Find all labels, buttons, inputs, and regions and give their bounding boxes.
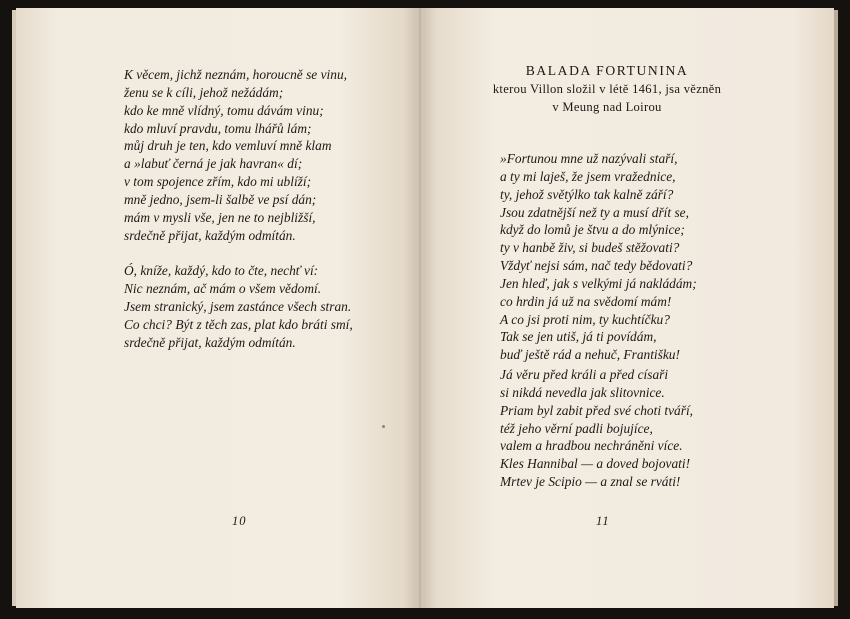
verse-line: Mrtev je Scipio — a znal se rváti!	[500, 474, 681, 490]
poem-subtitle	[470, 81, 744, 116]
verse-line: A co jsi proti nim, ty kuchtíčku?	[500, 311, 670, 327]
verse-line: Kles Hannibal — a doved bojovati!	[500, 456, 691, 472]
verse-line: Jsou zdatnější než ty a musí dřít se,	[500, 204, 689, 220]
verse-line: Vždyť nejsi sám, nač tedy bědovati?	[500, 258, 693, 274]
verse-line: ty, jehož světýlko tak kalně září?	[500, 186, 674, 202]
envoi-line: Ó, kníže, každý, kdo to čte, nechť ví:	[124, 263, 319, 279]
verse-line: »Fortunou mne už nazývali staří,	[500, 151, 678, 166]
verse-line: valem a hradbou nechráněni více.	[500, 438, 683, 454]
verse-line: Jen hleď, jak s velkými já nakládám;	[500, 275, 697, 291]
verse-line: si nikdá nevedla jak slitovnice.	[500, 384, 665, 400]
book-gutter	[417, 8, 423, 608]
verse-line: a »labuť černá je jak havran« dí;	[124, 156, 303, 172]
verse-line: a ty mi laješ, že jsem vražednice,	[500, 168, 676, 184]
verse-line: kdo mluví pravdu, tomu lhářů lám;	[124, 120, 312, 136]
verse-line: když do lomů je štvu a do mlýnice;	[500, 222, 685, 238]
verse-line: v tom spojence zřím, kdo mi ublíží;	[124, 174, 312, 190]
left-page-verse	[124, 66, 353, 352]
verse-line: srdečně přijat, každým odmítán.	[124, 227, 296, 243]
verse-line: Já věru před králi a před císaři	[500, 367, 669, 382]
page-number-right: 11	[596, 514, 610, 528]
verse-line: ženu se k cíli, jehož nežádám;	[124, 84, 284, 100]
right-page-stanza-1	[500, 150, 697, 364]
subtitle-line: kterou Villon složil v létě 1461, jsa vězněn	[492, 82, 722, 96]
page-number-left: 10	[232, 514, 247, 528]
verse-line: ty v hanbě živ, si budeš stěžovati?	[500, 240, 680, 256]
verse-line: K věcem, jichž neznám, horoucně se vinu,	[124, 67, 347, 82]
stanza-gap	[124, 244, 353, 262]
envoi-line: srdečně přijat, každým odmítán.	[124, 334, 296, 350]
poem-title: BALADA FORTUNINA	[525, 63, 689, 78]
verse-line: mám v mysli vše, jen ne to nejbližší,	[124, 209, 316, 225]
verse-line: též jeho věrní padli bojujíce,	[500, 420, 653, 436]
verse-line: Priam byl zabit před své choti tváří,	[500, 402, 694, 418]
verse-line: Tak se jen utiš, já ti povídám,	[500, 329, 657, 345]
verse-line: co hrdin já už na svědomí mám!	[500, 293, 672, 309]
subtitle-line: v Meung nad Loirou	[552, 99, 662, 114]
verse-line: buď ještě rád a nehuč, Františku!	[500, 347, 680, 363]
paper-speck	[382, 425, 385, 428]
right-page-edges	[834, 10, 838, 606]
verse-line: mně jedno, jsem-li šalbě ve psí dán;	[124, 191, 317, 207]
envoi-line: Co chci? Být z těch zas, plat kdo bráti smí,	[124, 316, 353, 332]
envoi-line: Jsem stranický, jsem zastánce všech stran.	[124, 298, 352, 314]
right-page-stanza-2	[500, 366, 693, 491]
verse-line: můj druh je ten, kdo vemluví mně klam	[124, 138, 332, 154]
envoi-line: Nic neznám, ač mám o všem vědomí.	[124, 281, 322, 297]
verse-line: kdo ke mně vlídný, tomu dávám vinu;	[124, 102, 324, 118]
